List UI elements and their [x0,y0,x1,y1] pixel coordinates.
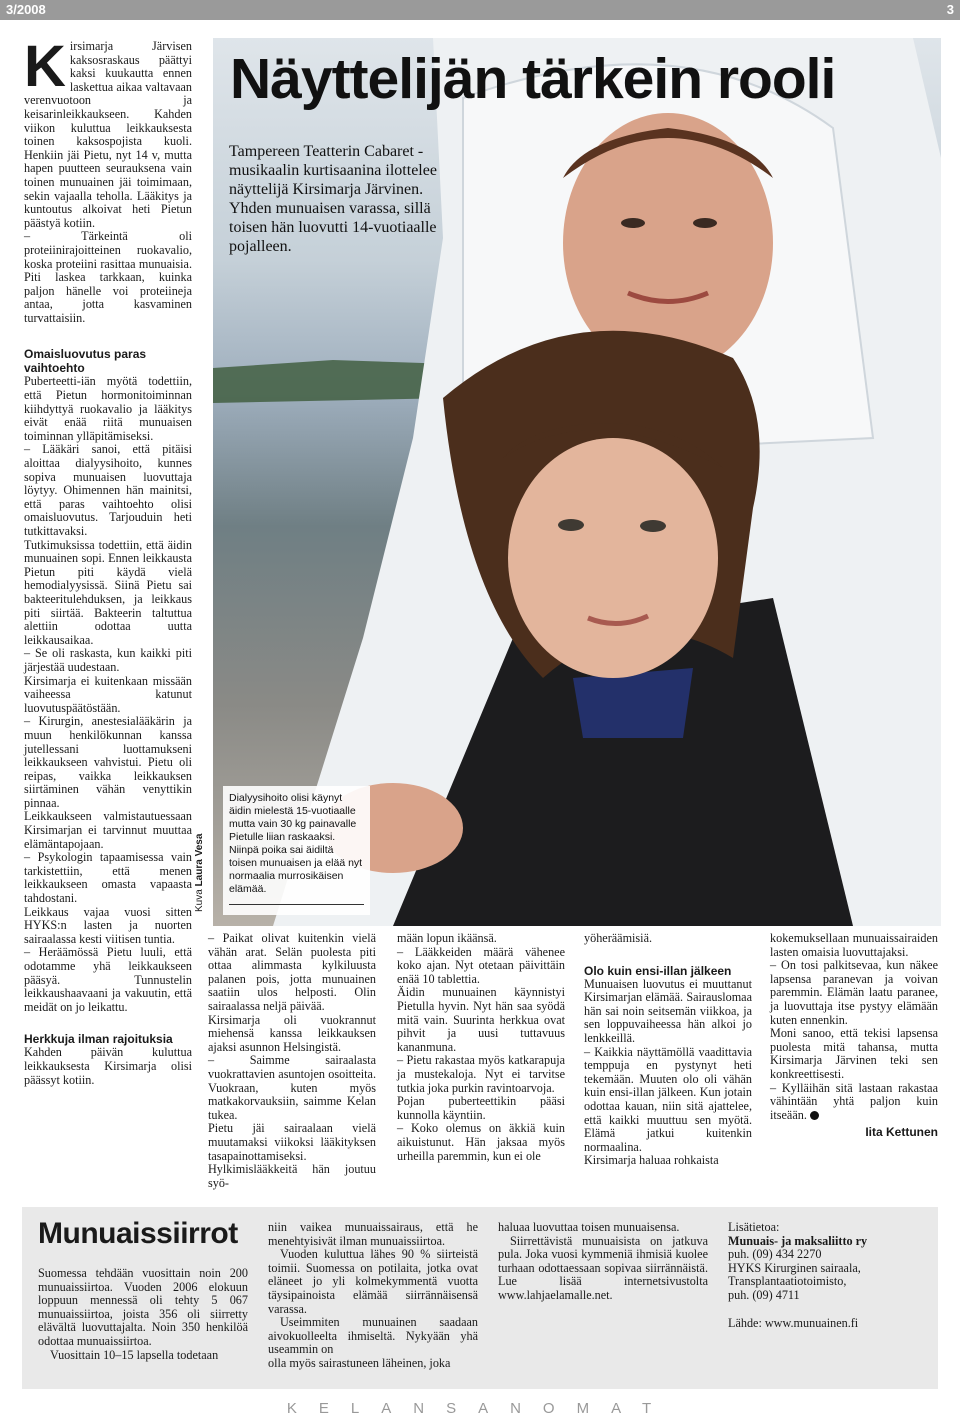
info-box [22,1207,938,1389]
paragraph: Puberteetti-iän myötä todettiin, että Pietun hormonitoiminnan kiihdyttyä ruokavalio ja lääkitys eivät enää riitä munuaisen toiminnan ylläpitämiseksi. [24,374,192,443]
paragraph: Vuoden kuluttua lähes 90 % siirteistä toimii. Suomessa on potilaita, jotka ovat eläneet jo yli kolmekymmentä vuotta täysipainoista elämää siirrännäisensä varassa. [268,1247,478,1316]
paragraph: – Heräämössä Pietu luuli, että odotamme yhä leikkaukseen pääsyä. Tunnustelin leikkaushaavaani ja vakuutin, että meidät on jo leikattu. [24,945,192,1014]
subheading: Olo kuin ensi-illan jälkeen [584,963,732,978]
paragraph: Pietu jäi sairaalaan vielä muutamaksi viikoksi lääkityksen tasapainottamiseksi. Hylkimislääkkeitä hän joutuu syö- [208,1121,376,1190]
contact-line: HYKS Kirurginen sairaala, [728,1260,861,1275]
subheading: Omaisluovutus paras vaihtoehto [24,347,147,376]
info-box-column-2 [268,1221,478,1371]
paragraph: – Lääkäri sanoi, että pitäisi aloittaa dialyysihoito, kunnes sopiva munuaisen luovuttaja löytyy. Ohimennen hän mainitsi, että paras vaihtoehto olisi omaisluovutus. Tarjouduin heti tutkittavaksi. [24,442,192,538]
paragraph: – Kaikkia näyttämöllä vaadittavia temppuja en pystynyt heti tekemään. Muuten olo oli vähän kuin ensi-illan jälkeen. Kun jotain odottaa kauan, niin sitä ajattelee, että kaikki muuttuu sen myötä. Elämä jatkui kuitenkin normaalina. [584,1044,752,1154]
article-column-5 [770,932,938,1140]
paragraph: yöheräämisiä. [584,931,653,945]
caption-rule [229,904,364,905]
paragraph: – Kirurgin, anestesialääkärin ja muun henkilökunnan kanssa jutellessani luottamukseni leikkaukseen vahvistui. Pietu oli reipas, vaikka leikkauksen siirtäminen vähän venyttikin pinnaa. [24,714,192,810]
contact-line: Transplantaatiotoimisto, [728,1274,847,1289]
paragraph: Moni sanoo, että tekisi lapsensa puolesta mitä tahansa, mutta Kirsimarja Järvinen teki sen konkreettisesti. [770,1026,938,1081]
photo-caption [223,786,370,915]
paragraph: mään lopun ikäänsä. [397,931,497,945]
paragraph: – Se oli raskasta, kun kaikki piti järjestää uudestaan. [24,646,192,674]
paragraph: – Paikat olivat kuitenkin vielä vähän arat. Selän puolesta piti ottaa alimmasta kylkiluusta palanen pois, jotta munuainen saatiin ulos helposti. Olin sairaalassa neljä päivää. [208,931,376,1013]
page-header [0,0,960,20]
photo-credit-name: Laura Vesa [194,833,205,887]
paragraph: – Lääkkeiden määrä vähenee koko ajan. Nyt otetaan päivittäin enää 10 tablettia. [397,944,565,986]
contact-line: puh. (09) 4711 [728,1287,800,1302]
page-number: 3 [946,2,954,17]
contact-label: Lisätietoa: [728,1220,780,1234]
article-column-4 [584,932,752,1168]
article-column-3 [397,932,565,1163]
paragraph: – Psykologin tapaamisessa vain tarkistettiin, että menen leikkaukseen omasta vapaasta tahdostani. [24,850,192,906]
paragraph: Kirsimarja ei kuitenkaan missään vaiheessa katunut luovutuspäätöstään. [24,673,192,715]
info-box-column-1 [38,1267,248,1362]
paragraph: – Tärkeintä oli proteiinirajoitteinen ruokavalio, koska proteiini rasittaa munuaisia. Piti laskea tarkkaan, kuinka paljon hänelle voi proteiineja antaa, jotta kasvaminen turvattaisiin. [24,229,192,325]
info-box-column-3 [498,1221,708,1303]
source-link[interactable]: Lähde: www.munuainen.fi [728,1315,859,1330]
paragraph: Kahden päivän kuluttua leikkauksesta Kirsimarja olisi päässyt kotiin. [24,1045,192,1087]
contact-line: puh. (09) 434 2270 [728,1247,822,1262]
paragraph: Munuaisen luovutus ei muuttanut Kirsimarjan elämää. Sairauslomaa hän sai noin seitsemän viikkoa, ja sen loppuvaiheessa hän alkoi jo lenkkeillä. [584,976,752,1045]
article-column-2 [208,932,376,1190]
byline: Iita Kettunen [865,1125,938,1140]
paragraph: – Saimme sairaalasta vuokrattavien asuntojen osoitteita. Vuokraan, kuten myös matkakorvauksiin, saimme Kelan tukea. [208,1053,376,1122]
paragraph: Kirsimarja haluaa rohkaista [584,1153,719,1168]
contact-org: Munuais- ja maksaliitto ry [728,1233,868,1248]
dek: Tampereen Teatterin Cabaret -musikaalin kurtisaanina ilottelee näyttelijä Kirsimarja Järvinen. Yhden munuaisen varassa, sillä toisen hän luovutti 14-vuotiaalle pojalleen. [229,143,437,255]
info-box-contacts [728,1221,928,1330]
paragraph: – On tosi palkitsevaa, kun näkee lapsensa paranevan ja voivan paremmin. Elämän laatu paranee, ja luovuttaja itse pystyy elämään kuten ennenkin. [770,958,938,1027]
issue-number: 3/2008 [6,2,46,17]
paragraph: – Koko olemus on äkkiä kuin aikuistunut. Hän jaksaa myös urheilla paremmin, kun ei ole [397,1121,565,1163]
info-box-title: Munuaissiirrot [38,1217,238,1250]
paragraph: Äidin munuainen käynnistyi Pietulla hyvin. Nyt hän saa syödä mitä vain. Suurinta herkkua ovat pihvit ja uusi tuttavuus kananmuna. [397,985,565,1054]
paragraph: Kirsimarja oli vuokrannut miehensä kanssa leikkauksen ajaksi asunnon Helsingistä. [208,1012,376,1054]
paragraph: Useimmiten munuainen saadaan aivokuolleelta ihmiseltä. Nykyään yhä useammin on [268,1315,478,1357]
paragraph: haluaa luovuttaa toisen munuaisensa. [498,1220,680,1234]
paragraph: Leikkaukseen valmistautuessaan Kirsimarjan ei tarvinnut muuttaa elämäntapojaan. [24,809,192,851]
subheading: Herkkuja ilman rajoituksia [24,1032,173,1047]
paragraph: Vuosittain 10–15 lapsella todetaan [50,1347,219,1362]
photo-credit [194,834,205,912]
publication-footer: KELANSANOMAT [286,1400,674,1417]
paragraph: Siirrettävistä munuaisista on jatkuva pula. Joka vuosi kymmeniä ihmisiä kuolee turhaan odottaessaan sopivaa siirrännäistä. Lue lisää internetsivustolta www.lahjaelamalle.net. [498,1233,708,1302]
paragraph: niin vaikea munuaissairaus, että he menehtyisivät ilman munuaissiirtoa. [268,1220,478,1248]
paragraph: Pojan puberteettikin pääsi kunnolla käyntiin. [397,1094,565,1122]
paragraph: olla myös sairastuneen läheinen, joka [268,1355,451,1370]
photo-credit-label: Kuva [194,889,205,912]
paragraph: irsimarja Järvisen kaksosraskaus päättyi kaksi kuukautta ennen laskettua aikaa valtavaan verenvuotoon ja keisarinleikkaukseen. Kahden viikon kuluttua leikkauksesta toinen kaksospojista kuoli. Henkiin jäi Pietu, nyt 14 v, mutta hapen puutteen seurauksena vain toinen munuainen jäi toimimaan, sekin vajaalla teholla. Lääkitys ja kuntoutus alkoivat heti Pietun päästyä kotiin. [24,39,192,230]
closing-quote: – Kylläihän sitä lastaan rakastaa vähintään yhtä paljon kuin itseään. [770,1080,938,1122]
paragraph: Leikkaus vajaa vuosi sitten HYKS:n lasten ja nuorten sairaalassa kesti viitisen tuntia. [24,904,192,946]
headline: Näyttelijän tärkein rooli [230,47,836,111]
article-column-1 [24,34,192,1087]
paragraph: Tutkimuksissa todettiin, että äidin munuainen sopi. Ennen leikkausta Pietun piti käydä vielä hemodialyysissä. Siinä Pietu sai bakteeritulehduksen, ja leikkaus piti siirtää. Bakteerin taltuttua alettiin odottaa uutta leikkausaikaa. [24,537,192,647]
paragraph: Suomessa tehdään vuosittain noin 200 munuaissiirtoa. Vuoden 2006 elokuun loppuun mennessä oli tehty 5 067 munuaissiirtoa, joista 356 oli siirretty elävältä luovuttajalta. Noin 350 henkilöä odottaa munuaissiirtoa. [38,1266,248,1348]
caption-text: Dialyysihoito olisi käynyt äidin mielestä 15-vuotiaalle mutta vain 30 kg painavalle Pietulle liian raskaaksi. Niinpä poika sai äidiltä toisen munuaisen ja elää nyt normaalia murrosikäisen elämää. [229,792,363,895]
paragraph: kokemuksellaan munuaissairaiden lasten omaisia luovuttajaksi. [770,931,938,959]
drop-cap: K [24,34,66,99]
paragraph: – Pietu rakastaa myös katkarapuja ja mustekaloja. Nyt ei tarvitse tutkia joka purkin ravintoarvoja. [397,1053,565,1095]
paragraph [770,1082,938,1123]
end-mark-icon [810,1111,819,1120]
